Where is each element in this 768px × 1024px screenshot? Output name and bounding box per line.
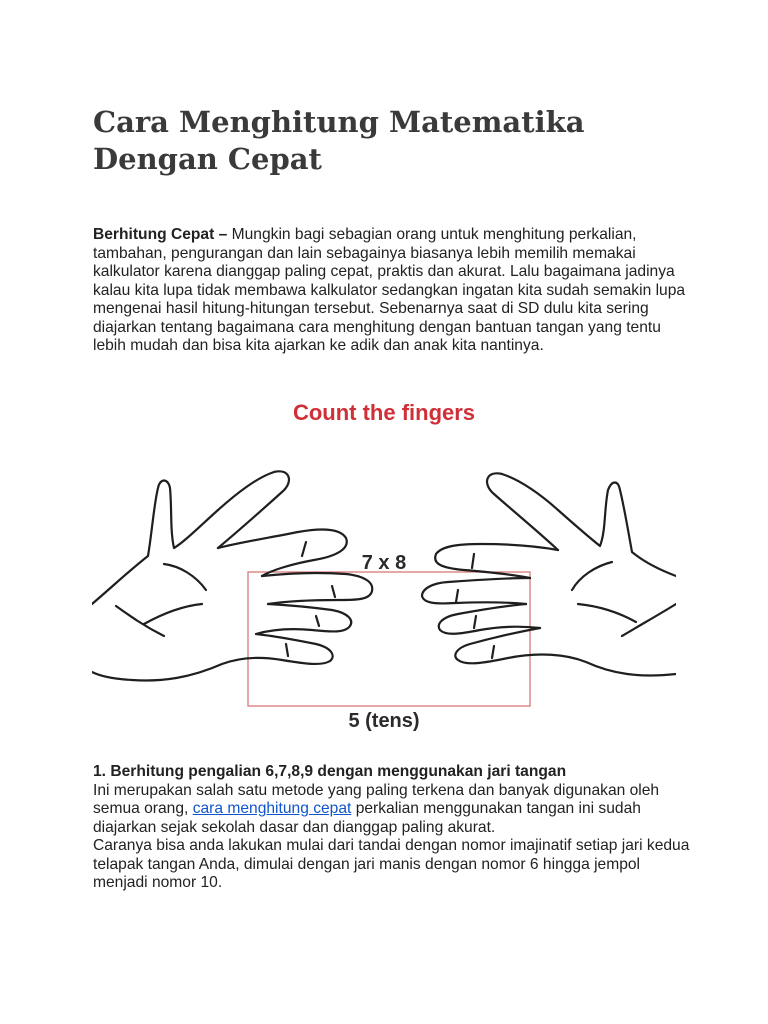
intro-paragraph xyxy=(93,226,693,356)
intro-body: Mungkin bagi sebagian orang untuk menghitung perkalian, tambahan, pengurangan dan lain sebagainya biasanya lebih memilih memakai kalkulator karena dianggap paling cepat, praktis dan akurat. Lalu bagaimana jadinya kalau kita lupa tidak membawa kalkulator sedangkan ingatan kita sudah semakin lupa mengenai hasil hitung-hitungan tersebut. Sebenarnya saat di SD dulu kita sering diajarkan tentang bagaimana cara menghitung dengan bantuan tangan yang tentu lebih mudah dan bisa kita ajarkan ke adik dan anak kita nantinya. xyxy=(93,226,686,354)
figure-title: Count the fingers xyxy=(292,400,476,425)
figure-top-label: 7 x 8 xyxy=(361,552,407,574)
section-1-paragraph-2: Caranya bisa anda lakukan mulai dari tandai dengan nomor imajinatif setiap jari kedua telapak tangan Anda, dimulai dengan jari manis dengan nomor 6 hingga jempol menjadi nomor 10. xyxy=(93,837,690,891)
section-1-text-before-link: Ini merupakan salah satu metode yang paling terkena dan banyak digunakan oleh semua orang, xyxy=(93,781,660,817)
section-1-heading: 1. Berhitung pengalian 6,7,8,9 dengan menggunakan jari tangan xyxy=(93,763,567,780)
cara-menghitung-cepat-link[interactable]: cara menghitung cepat xyxy=(192,800,352,817)
section-1-text-after-link: perkalian menggunakan tangan ini sudah diajarkan sejak sekolah dasar dan dianggap paling akurat. xyxy=(93,800,641,836)
figure-bottom-label: 5 (tens) xyxy=(348,710,420,732)
count-fingers-illustration xyxy=(92,392,676,742)
intro-lead: Berhitung Cepat – xyxy=(93,226,228,243)
page-title: Cara Menghitung Matematika Dengan Cepat xyxy=(93,105,585,176)
section-1 xyxy=(93,763,693,893)
